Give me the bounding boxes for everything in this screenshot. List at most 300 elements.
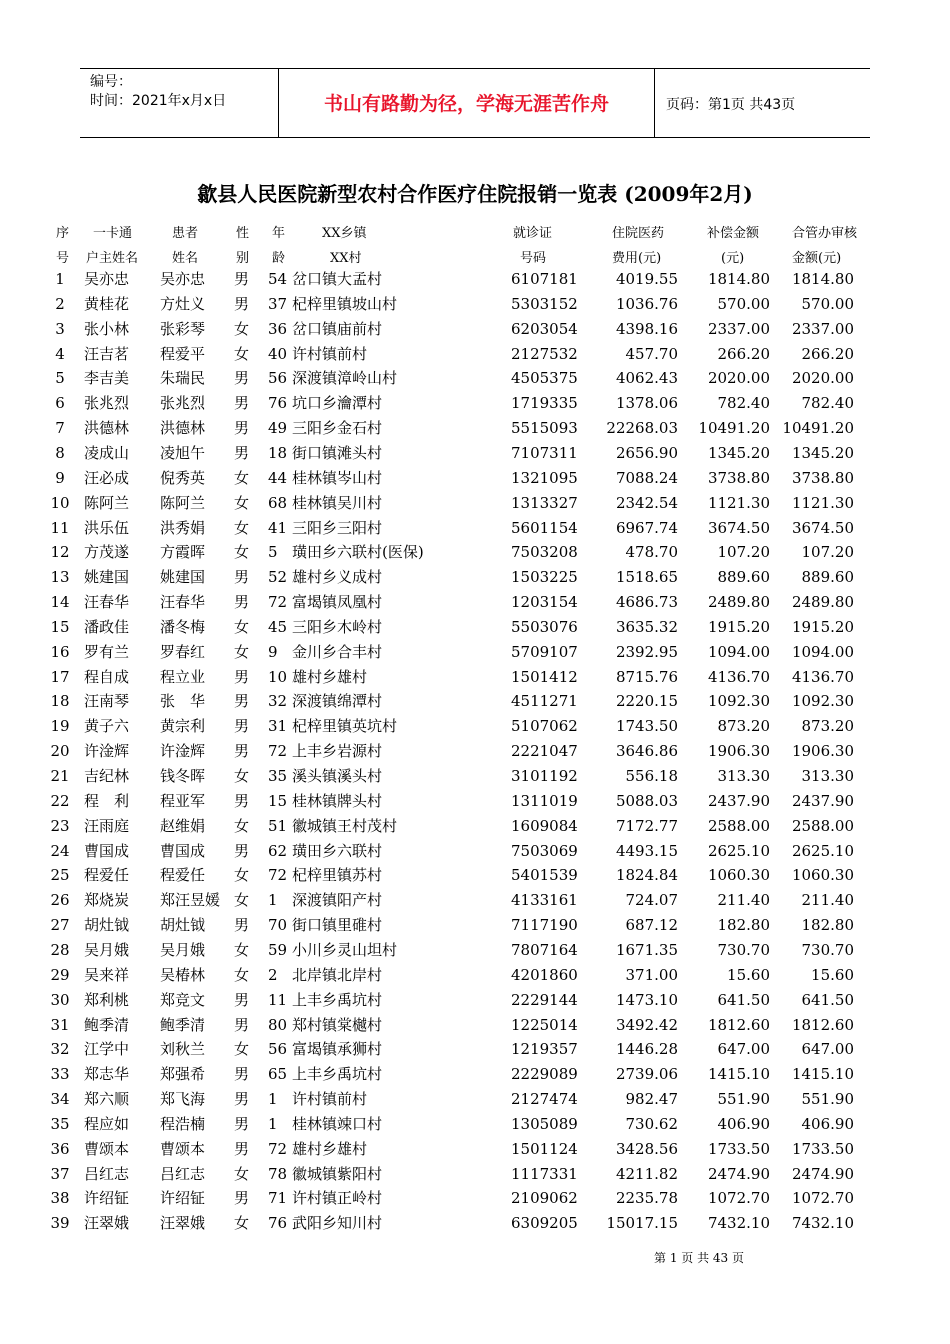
row-audited-amount: 7432.10 bbox=[791, 1214, 854, 1233]
row-audited-amount: 4136.70 bbox=[791, 667, 854, 686]
table-row bbox=[0, 739, 950, 764]
row-sex: 女 bbox=[234, 642, 250, 661]
row-patient-name: 洪秀娟 bbox=[160, 518, 206, 537]
row-medical-cost: 3492.42 bbox=[615, 1015, 678, 1034]
row-age: 72 bbox=[268, 593, 288, 612]
row-sex: 男 bbox=[234, 419, 250, 438]
row-audited-amount: 782.40 bbox=[801, 394, 854, 413]
row-medical-cost: 556.18 bbox=[625, 767, 678, 785]
col-age-line2: 龄 bbox=[272, 251, 286, 266]
row-medical-cost: 2656.90 bbox=[615, 443, 678, 462]
row-owner-name: 汪翠娥 bbox=[84, 1214, 130, 1233]
row-audited-amount: 2337.00 bbox=[791, 319, 854, 338]
table-row bbox=[0, 342, 950, 367]
row-patient-name: 程浩楠 bbox=[160, 1114, 206, 1133]
row-age: 41 bbox=[268, 518, 288, 537]
row-address: 许村镇正岭村 bbox=[292, 1189, 383, 1208]
row-sex: 女 bbox=[234, 866, 250, 885]
row-medical-cost: 4019.55 bbox=[615, 270, 678, 288]
row-seq: 28 bbox=[50, 940, 70, 959]
table-row bbox=[0, 938, 950, 963]
row-patient-name: 吴亦忠 bbox=[160, 270, 206, 288]
row-seq: 13 bbox=[50, 568, 70, 587]
row-owner-name: 方茂遂 bbox=[84, 543, 130, 562]
row-audited-amount: 2437.90 bbox=[791, 791, 854, 810]
row-card-number: 4505375 bbox=[511, 369, 578, 388]
row-card-number: 2127474 bbox=[511, 1090, 578, 1109]
row-compensation: 2437.90 bbox=[707, 791, 770, 810]
row-address: 富堨镇承狮村 bbox=[292, 1040, 383, 1059]
table-row bbox=[0, 1137, 950, 1162]
row-age: 36 bbox=[268, 319, 288, 338]
row-address: 岔口镇庙前村 bbox=[292, 319, 383, 338]
table-row bbox=[0, 466, 950, 491]
row-age: 72 bbox=[268, 866, 288, 885]
row-owner-name: 郑利桃 bbox=[84, 990, 130, 1009]
row-card-number: 1503225 bbox=[511, 568, 578, 587]
row-compensation: 641.50 bbox=[717, 990, 770, 1009]
row-seq: 6 bbox=[55, 394, 65, 413]
row-medical-cost: 2235.78 bbox=[615, 1189, 678, 1208]
table-row bbox=[0, 565, 950, 590]
row-patient-name: 程爱任 bbox=[160, 866, 206, 885]
table-row bbox=[0, 590, 950, 615]
row-card-number: 2229144 bbox=[511, 990, 578, 1009]
row-card-number: 1225014 bbox=[511, 1015, 578, 1034]
row-audited-amount: 211.40 bbox=[801, 891, 854, 910]
row-seq: 30 bbox=[50, 990, 70, 1009]
row-medical-cost: 3646.86 bbox=[615, 742, 678, 761]
row-compensation: 313.30 bbox=[717, 767, 770, 785]
row-medical-cost: 730.62 bbox=[625, 1114, 678, 1133]
table-row bbox=[0, 1062, 950, 1087]
row-compensation: 2625.10 bbox=[707, 841, 770, 860]
row-seq: 38 bbox=[50, 1189, 70, 1208]
row-owner-name: 黄桂花 bbox=[84, 294, 130, 313]
row-address: 杞梓里镇苏村 bbox=[292, 866, 383, 885]
row-card-number: 5401539 bbox=[511, 866, 578, 885]
row-age: 5 bbox=[268, 543, 278, 562]
row-card-number: 1313327 bbox=[511, 493, 578, 512]
row-card-number: 6203054 bbox=[511, 319, 578, 338]
row-audited-amount: 647.00 bbox=[801, 1040, 854, 1059]
row-patient-name: 胡灶钺 bbox=[160, 916, 206, 935]
row-medical-cost: 4062.43 bbox=[615, 369, 678, 388]
row-audited-amount: 3674.50 bbox=[791, 518, 854, 537]
row-card-number: 1219357 bbox=[511, 1040, 578, 1059]
row-seq: 39 bbox=[50, 1214, 70, 1233]
row-address: 上丰乡禹坑村 bbox=[292, 1065, 383, 1084]
row-card-number: 4201860 bbox=[511, 965, 578, 984]
row-seq: 37 bbox=[50, 1164, 70, 1183]
row-seq: 18 bbox=[50, 692, 70, 711]
row-medical-cost: 3635.32 bbox=[615, 617, 678, 636]
row-address: 街口镇滩头村 bbox=[292, 443, 383, 462]
row-medical-cost: 3428.56 bbox=[615, 1139, 678, 1158]
row-audited-amount: 2020.00 bbox=[791, 369, 854, 388]
row-audited-amount: 1072.70 bbox=[791, 1189, 854, 1208]
row-address: 溪头镇溪头村 bbox=[292, 767, 383, 785]
row-age: 37 bbox=[268, 294, 288, 313]
row-audited-amount: 313.30 bbox=[801, 767, 854, 785]
row-seq: 36 bbox=[50, 1139, 70, 1158]
row-seq: 29 bbox=[50, 965, 70, 984]
row-seq: 33 bbox=[50, 1065, 70, 1084]
row-age: 51 bbox=[268, 816, 288, 835]
row-owner-name: 姚建国 bbox=[84, 568, 130, 587]
col-sex-line2: 别 bbox=[236, 251, 250, 266]
row-medical-cost: 687.12 bbox=[625, 916, 678, 935]
header-page-info: 页码：第1页 共43页 bbox=[666, 97, 796, 113]
row-sex: 男 bbox=[234, 1189, 250, 1208]
row-address: 桂林镇吴川村 bbox=[292, 493, 383, 512]
row-medical-cost: 1473.10 bbox=[615, 990, 678, 1009]
row-sex: 男 bbox=[234, 916, 250, 935]
row-patient-name: 吕红志 bbox=[160, 1164, 206, 1183]
row-medical-cost: 982.47 bbox=[625, 1090, 678, 1109]
row-address: 北岸镇北岸村 bbox=[292, 965, 383, 984]
row-audited-amount: 2474.90 bbox=[791, 1164, 854, 1183]
table-row bbox=[0, 913, 950, 938]
row-sex: 女 bbox=[234, 940, 250, 959]
row-address: 雄村乡义成村 bbox=[292, 568, 383, 587]
row-sex: 男 bbox=[234, 369, 250, 388]
row-compensation: 10491.20 bbox=[698, 419, 770, 438]
row-address: 桂林镇竦口村 bbox=[292, 1114, 383, 1133]
row-compensation: 1060.30 bbox=[707, 866, 770, 885]
table-row bbox=[0, 1112, 950, 1137]
row-patient-name: 郑竞文 bbox=[160, 990, 206, 1009]
row-sex: 女 bbox=[234, 1214, 250, 1233]
row-sex: 男 bbox=[234, 568, 250, 587]
col-seq-line1: 序 bbox=[56, 226, 70, 241]
row-address: 三阳乡金石村 bbox=[292, 419, 383, 438]
row-sex: 男 bbox=[234, 717, 250, 736]
row-patient-name: 潘冬梅 bbox=[160, 617, 206, 636]
row-medical-cost: 478.70 bbox=[625, 543, 678, 562]
row-audited-amount: 1060.30 bbox=[791, 866, 854, 885]
row-medical-cost: 4686.73 bbox=[615, 593, 678, 612]
row-address: 杞梓里镇坡山村 bbox=[292, 294, 398, 313]
row-patient-name: 张 华 bbox=[160, 692, 206, 711]
row-medical-cost: 1036.76 bbox=[615, 294, 678, 313]
row-age: 35 bbox=[268, 767, 288, 785]
row-card-number: 6309205 bbox=[511, 1214, 578, 1233]
row-audited-amount: 873.20 bbox=[801, 717, 854, 736]
document-header bbox=[80, 68, 870, 138]
row-seq: 16 bbox=[50, 642, 70, 661]
table-row bbox=[0, 317, 950, 342]
row-patient-name: 汪春华 bbox=[160, 593, 206, 612]
row-patient-name: 张兆烈 bbox=[160, 394, 206, 413]
row-patient-name: 吴椿林 bbox=[160, 965, 206, 984]
row-patient-name: 程亚军 bbox=[160, 791, 206, 810]
row-compensation: 782.40 bbox=[717, 394, 770, 413]
table-row bbox=[0, 1013, 950, 1038]
row-address: 三阳乡三阳村 bbox=[292, 518, 383, 537]
row-sex: 女 bbox=[234, 891, 250, 910]
row-owner-name: 江学中 bbox=[84, 1040, 130, 1059]
row-medical-cost: 1518.65 bbox=[615, 568, 678, 587]
row-patient-name: 吴月娥 bbox=[160, 940, 206, 959]
row-medical-cost: 2392.95 bbox=[615, 642, 678, 661]
row-age: 59 bbox=[268, 940, 288, 959]
row-medical-cost: 1446.28 bbox=[615, 1040, 678, 1059]
row-compensation: 570.00 bbox=[717, 294, 770, 313]
row-sex: 女 bbox=[234, 767, 250, 785]
row-medical-cost: 4398.16 bbox=[615, 319, 678, 338]
row-owner-name: 吴月娥 bbox=[84, 940, 130, 959]
col-patient-line2: 姓名 bbox=[172, 251, 199, 266]
table-row bbox=[0, 1186, 950, 1211]
row-address: 上丰乡禹坑村 bbox=[292, 990, 383, 1009]
row-owner-name: 鲍季清 bbox=[84, 1015, 130, 1034]
row-compensation: 7432.10 bbox=[707, 1214, 770, 1233]
row-owner-name: 许绍钲 bbox=[84, 1189, 130, 1208]
row-audited-amount: 1345.20 bbox=[791, 443, 854, 462]
row-compensation: 3674.50 bbox=[707, 518, 770, 537]
row-address: 许村镇前村 bbox=[292, 344, 368, 363]
row-card-number: 2109062 bbox=[511, 1189, 578, 1208]
row-owner-name: 郑六顺 bbox=[84, 1090, 130, 1109]
row-card-number: 1117331 bbox=[511, 1164, 578, 1183]
row-seq: 10 bbox=[50, 493, 70, 512]
row-compensation: 889.60 bbox=[717, 568, 770, 587]
row-age: 1 bbox=[268, 891, 278, 910]
row-seq: 4 bbox=[55, 344, 65, 363]
row-card-number: 5515093 bbox=[511, 419, 578, 438]
row-owner-name: 潘政佳 bbox=[84, 617, 130, 636]
row-card-number: 7107311 bbox=[511, 443, 578, 462]
row-compensation: 1121.30 bbox=[707, 493, 770, 512]
row-owner-name: 张兆烈 bbox=[84, 394, 130, 413]
row-address: 雄村乡雄村 bbox=[292, 667, 368, 686]
row-sex: 男 bbox=[234, 742, 250, 761]
row-sex: 男 bbox=[234, 667, 250, 686]
row-owner-name: 汪南琴 bbox=[84, 692, 130, 711]
row-audited-amount: 2588.00 bbox=[791, 816, 854, 835]
row-owner-name: 许淦辉 bbox=[84, 742, 130, 761]
col-cost-line1: 住院医药 bbox=[612, 226, 665, 241]
row-sex: 女 bbox=[234, 319, 250, 338]
document-date: 时间：2021年x月x日 bbox=[90, 93, 227, 109]
row-sex: 女 bbox=[234, 617, 250, 636]
row-patient-name: 许淦辉 bbox=[160, 742, 206, 761]
row-compensation: 2588.00 bbox=[707, 816, 770, 835]
row-seq: 15 bbox=[50, 617, 70, 636]
row-patient-name: 方霞晖 bbox=[160, 543, 206, 562]
row-seq: 24 bbox=[50, 841, 70, 860]
row-address: 上丰乡岩源村 bbox=[292, 742, 383, 761]
row-owner-name: 吴来祥 bbox=[84, 965, 130, 984]
row-address: 小川乡灵山坦村 bbox=[292, 940, 398, 959]
row-medical-cost: 4211.82 bbox=[615, 1164, 678, 1183]
table-row bbox=[0, 764, 950, 789]
row-sex: 女 bbox=[234, 816, 250, 835]
col-comp-line2: (元) bbox=[721, 251, 745, 266]
row-compensation: 4136.70 bbox=[707, 667, 770, 686]
table-row bbox=[0, 888, 950, 913]
row-owner-name: 洪德林 bbox=[84, 419, 130, 438]
col-card-line2: 号码 bbox=[520, 251, 547, 266]
row-age: 1 bbox=[268, 1114, 278, 1133]
row-patient-name: 姚建国 bbox=[160, 568, 206, 587]
row-audited-amount: 730.70 bbox=[801, 940, 854, 959]
row-compensation: 1345.20 bbox=[707, 443, 770, 462]
row-audited-amount: 1415.10 bbox=[791, 1065, 854, 1084]
row-age: 11 bbox=[268, 990, 288, 1009]
table-row bbox=[0, 863, 950, 888]
table-row bbox=[0, 391, 950, 416]
row-age: 72 bbox=[268, 742, 288, 761]
row-seq: 27 bbox=[50, 916, 70, 935]
col-cost-line2: 费用(元) bbox=[612, 251, 662, 266]
row-compensation: 1092.30 bbox=[707, 692, 770, 711]
row-compensation: 15.60 bbox=[727, 965, 770, 984]
row-patient-name: 倪秀英 bbox=[160, 468, 206, 487]
row-sex: 女 bbox=[234, 1164, 250, 1183]
row-address: 徽城镇紫阳村 bbox=[292, 1164, 383, 1183]
row-age: 76 bbox=[268, 394, 288, 413]
row-owner-name: 凌成山 bbox=[84, 443, 130, 462]
row-age: 56 bbox=[268, 369, 288, 388]
row-owner-name: 汪春华 bbox=[84, 593, 130, 612]
row-sex: 男 bbox=[234, 791, 250, 810]
row-seq: 19 bbox=[50, 717, 70, 736]
row-medical-cost: 15017.15 bbox=[606, 1214, 678, 1233]
row-age: 65 bbox=[268, 1065, 288, 1084]
row-seq: 7 bbox=[55, 419, 65, 438]
row-medical-cost: 5088.03 bbox=[615, 791, 678, 810]
row-seq: 23 bbox=[50, 816, 70, 835]
table-row bbox=[0, 1087, 950, 1112]
col-comp-line1: 补偿金额 bbox=[707, 226, 760, 241]
row-seq: 5 bbox=[55, 369, 65, 388]
row-sex: 男 bbox=[234, 394, 250, 413]
row-owner-name: 曹颂本 bbox=[84, 1139, 130, 1158]
table-row bbox=[0, 1211, 950, 1236]
row-seq: 14 bbox=[50, 593, 70, 612]
row-seq: 20 bbox=[50, 742, 70, 761]
row-compensation: 1812.60 bbox=[707, 1015, 770, 1034]
row-compensation: 3738.80 bbox=[707, 468, 770, 487]
row-age: 52 bbox=[268, 568, 288, 587]
row-seq: 11 bbox=[50, 518, 70, 537]
row-patient-name: 黄宗利 bbox=[160, 717, 206, 736]
row-compensation: 730.70 bbox=[717, 940, 770, 959]
row-age: 32 bbox=[268, 692, 288, 711]
row-age: 18 bbox=[268, 443, 288, 462]
row-age: 15 bbox=[268, 791, 288, 810]
col-audit-line1: 合管办审核 bbox=[792, 226, 858, 241]
row-compensation: 551.90 bbox=[717, 1090, 770, 1109]
row-age: 78 bbox=[268, 1164, 288, 1183]
table-row bbox=[0, 516, 950, 541]
row-sex: 女 bbox=[234, 344, 250, 363]
page-footer: 第 1 页 共 43 页 bbox=[654, 1251, 744, 1265]
row-audited-amount: 1094.00 bbox=[791, 642, 854, 661]
row-sex: 女 bbox=[234, 518, 250, 537]
row-owner-name: 张小林 bbox=[84, 319, 130, 338]
row-audited-amount: 107.20 bbox=[801, 543, 854, 562]
row-card-number: 7503069 bbox=[511, 841, 578, 860]
row-audited-amount: 10491.20 bbox=[782, 419, 854, 438]
table-row bbox=[0, 366, 950, 391]
row-sex: 女 bbox=[234, 965, 250, 984]
row-medical-cost: 1671.35 bbox=[615, 940, 678, 959]
row-audited-amount: 1733.50 bbox=[791, 1139, 854, 1158]
row-compensation: 873.20 bbox=[717, 717, 770, 736]
row-seq: 12 bbox=[50, 543, 70, 562]
row-card-number: 1501412 bbox=[511, 667, 578, 686]
row-medical-cost: 457.70 bbox=[625, 344, 678, 363]
row-medical-cost: 8715.76 bbox=[615, 667, 678, 686]
row-patient-name: 许绍钲 bbox=[160, 1189, 206, 1208]
row-sex: 男 bbox=[234, 990, 250, 1009]
row-address: 深渡镇绵潭村 bbox=[292, 692, 383, 711]
table-row bbox=[0, 292, 950, 317]
row-sex: 女 bbox=[234, 493, 250, 512]
table-row bbox=[0, 689, 950, 714]
row-seq: 8 bbox=[55, 443, 65, 462]
row-age: 40 bbox=[268, 344, 288, 363]
row-sex: 男 bbox=[234, 270, 250, 288]
row-patient-name: 郑强希 bbox=[160, 1065, 206, 1084]
table-row bbox=[0, 640, 950, 665]
row-age: 80 bbox=[268, 1015, 288, 1034]
table-row bbox=[0, 615, 950, 640]
row-compensation: 1906.30 bbox=[707, 742, 770, 761]
col-audit-line2: 金额(元) bbox=[792, 251, 842, 266]
table-row bbox=[0, 789, 950, 814]
row-audited-amount: 641.50 bbox=[801, 990, 854, 1009]
row-owner-name: 吕红志 bbox=[84, 1164, 130, 1183]
row-patient-name: 罗春红 bbox=[160, 642, 206, 661]
row-medical-cost: 2342.54 bbox=[615, 493, 678, 512]
row-owner-name: 曹国成 bbox=[84, 841, 130, 860]
row-audited-amount: 2489.80 bbox=[791, 593, 854, 612]
col-sex-line1: 性 bbox=[236, 226, 250, 241]
row-patient-name: 程爱平 bbox=[160, 344, 206, 363]
row-seq: 3 bbox=[55, 319, 65, 338]
table-row bbox=[0, 714, 950, 739]
table-row bbox=[0, 1162, 950, 1187]
row-card-number: 1719335 bbox=[511, 394, 578, 413]
row-seq: 21 bbox=[50, 767, 70, 785]
row-address: 坑口乡瀹潭村 bbox=[292, 394, 383, 413]
row-card-number: 4511271 bbox=[511, 692, 578, 711]
row-compensation: 182.80 bbox=[717, 916, 770, 935]
col-addr-line2: XX村 bbox=[330, 251, 362, 266]
table-row bbox=[0, 491, 950, 516]
row-card-number: 5709107 bbox=[511, 642, 578, 661]
table-row bbox=[0, 665, 950, 690]
row-compensation: 1915.20 bbox=[707, 617, 770, 636]
row-seq: 9 bbox=[55, 468, 65, 487]
row-audited-amount: 1812.60 bbox=[791, 1015, 854, 1034]
row-address: 武阳乡知川村 bbox=[292, 1214, 383, 1233]
row-age: 1 bbox=[268, 1090, 278, 1109]
row-sex: 男 bbox=[234, 294, 250, 313]
row-address: 街口镇里碓村 bbox=[292, 916, 383, 935]
row-owner-name: 郑烧炭 bbox=[84, 891, 130, 910]
row-card-number: 3101192 bbox=[511, 767, 578, 785]
row-address: 郑村镇棠樾村 bbox=[292, 1015, 383, 1034]
row-address: 璜田乡六联村 bbox=[292, 841, 383, 860]
row-address: 桂林镇牌头村 bbox=[292, 791, 383, 810]
table-row bbox=[0, 441, 950, 466]
col-owner-line2: 户主姓名 bbox=[86, 251, 139, 266]
